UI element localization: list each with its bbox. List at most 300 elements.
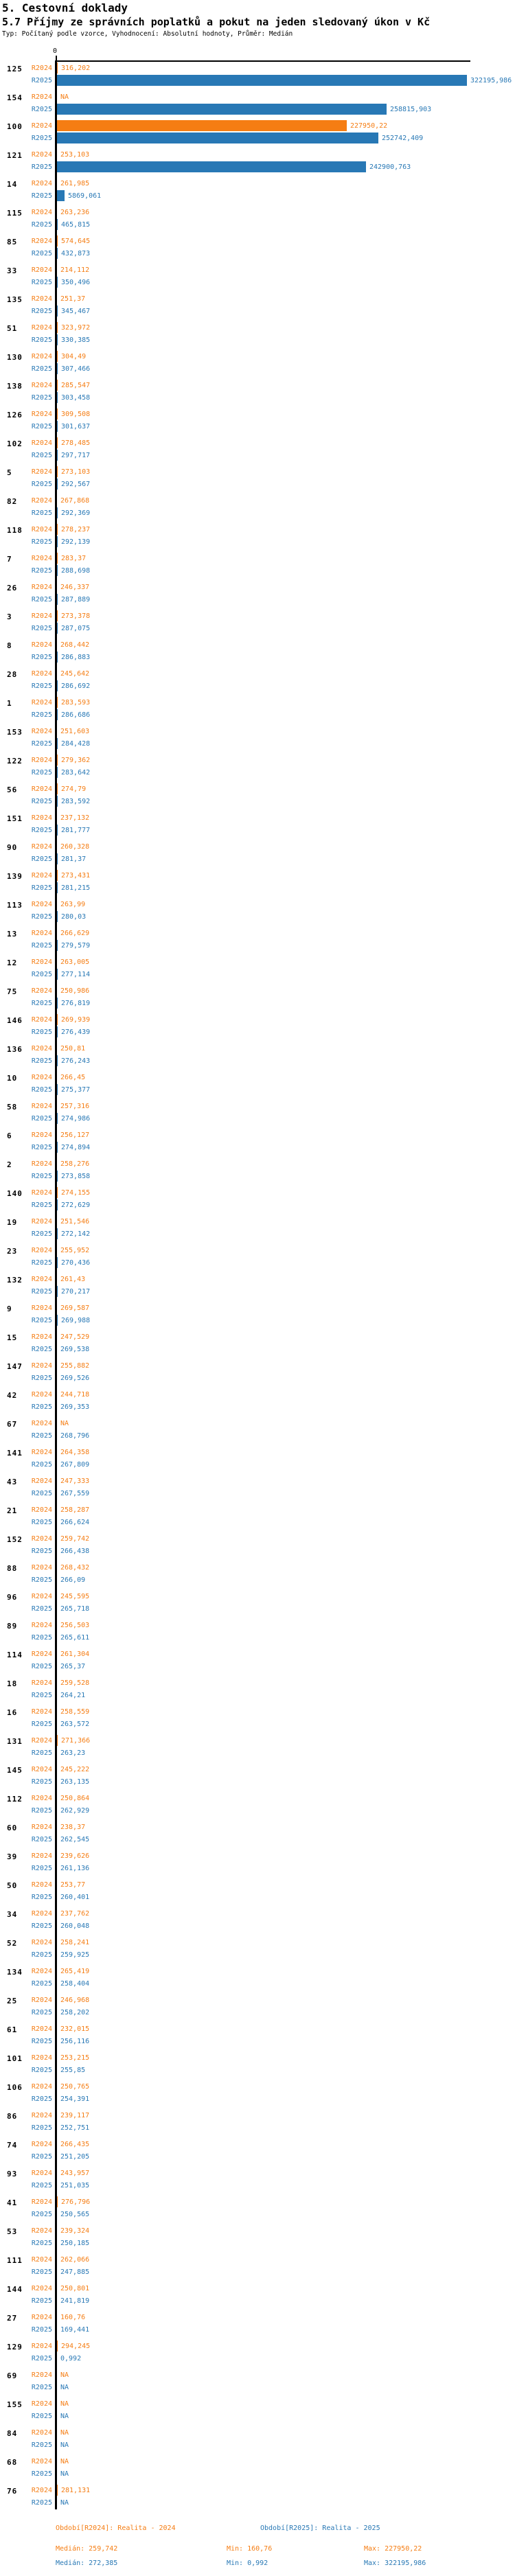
series-label-r2024: R2024: [31, 1795, 52, 1802]
row-id: 153: [7, 728, 23, 737]
value-r2025: 350,496: [61, 279, 91, 286]
series-label-r2024: R2024: [31, 785, 52, 793]
bar-r2024: [57, 409, 58, 419]
value-r2024: 269,587: [60, 1304, 90, 1312]
value-r2025: 283,592: [61, 798, 91, 805]
series-label-r2025: R2025: [31, 2384, 52, 2391]
series-label-r2025: R2025: [31, 192, 52, 200]
series-label-r2025: R2025: [31, 1490, 52, 1497]
row-id: 27: [7, 2314, 18, 2323]
legend-r2025: Období[R2025]: Realita - 2025: [260, 2525, 380, 2532]
legend-r2024: Období[R2024]: Realita - 2024: [56, 2525, 176, 2532]
series-label-r2025: R2025: [31, 567, 52, 575]
page-title: 5. Cestovní doklady: [2, 1, 128, 14]
value-r2025: 292,369: [61, 509, 91, 517]
row-id: 82: [7, 497, 18, 506]
series-label-r2024: R2024: [31, 1939, 52, 1946]
series-label-r2024: R2024: [31, 2141, 52, 2148]
value-r2024: 258,559: [60, 1708, 90, 1716]
series-label-r2025: R2025: [31, 942, 52, 950]
value-r2025: NA: [60, 2499, 69, 2507]
row-id: 69: [7, 2371, 18, 2380]
row-id: 100: [7, 122, 23, 131]
value-r2025: 274,986: [61, 1115, 91, 1123]
value-r2024: 250,81: [60, 1045, 86, 1053]
value-r2024: 268,442: [60, 641, 90, 649]
value-r2024: 250,864: [60, 1795, 90, 1802]
value-r2025: 270,436: [61, 1259, 91, 1267]
value-r2025: 263,135: [60, 1778, 90, 1786]
value-r2025: 262,929: [60, 1807, 90, 1815]
value-r2025: 287,075: [61, 625, 91, 632]
series-label-r2024: R2024: [31, 1679, 52, 1687]
row-id: 129: [7, 2343, 23, 2351]
series-label-r2025: R2025: [31, 625, 52, 632]
value-r2025: 272,629: [61, 1201, 91, 1209]
series-label-r2024: R2024: [31, 324, 52, 332]
value-r2024: 274,155: [61, 1189, 91, 1197]
series-label-r2025: R2025: [31, 77, 52, 84]
value-r2024: 278,485: [61, 439, 91, 447]
series-label-r2024: R2024: [31, 843, 52, 851]
bar-r2025: [57, 969, 58, 980]
row-id: 113: [7, 901, 23, 910]
bar-r2024: [57, 2341, 58, 2351]
value-r2025: 0,992: [60, 2355, 82, 2362]
value-r2025: 301,637: [61, 423, 91, 430]
row-id: 102: [7, 439, 23, 448]
value-r2024: 276,796: [61, 2198, 91, 2206]
row-id: 145: [7, 1766, 23, 1775]
value-r2025: 279,579: [61, 942, 91, 950]
axis-zero-tick-label: 0: [53, 47, 58, 55]
row-id: 16: [7, 1708, 18, 1717]
series-label-r2025: R2025: [31, 1201, 52, 1209]
series-label-r2025: R2025: [31, 2211, 52, 2218]
value-r2024: NA: [60, 2400, 69, 2408]
row-id: 135: [7, 295, 23, 304]
series-label-r2024: R2024: [31, 2112, 52, 2119]
bar-r2025: [57, 1026, 58, 1037]
row-id: 42: [7, 1391, 18, 1400]
series-label-r2025: R2025: [31, 682, 52, 690]
bar-r2025: [57, 853, 58, 864]
value-r2024: 255,882: [60, 1362, 90, 1370]
value-r2025: 242900,763: [369, 163, 411, 171]
series-label-r2024: R2024: [31, 2458, 52, 2465]
row-id: 68: [7, 2458, 18, 2467]
bar-r2025: [57, 219, 58, 230]
value-r2025: 273,858: [61, 1173, 91, 1180]
row-id: 1: [7, 699, 12, 708]
value-r2025: 287,889: [61, 596, 91, 603]
row-id: 144: [7, 2285, 23, 2294]
series-label-r2024: R2024: [31, 1449, 52, 1456]
series-label-r2025: R2025: [31, 481, 52, 488]
row-id: 33: [7, 266, 18, 275]
value-r2025: 465,815: [61, 221, 91, 229]
series-label-r2025: R2025: [31, 1721, 52, 1728]
value-r2024: 253,103: [60, 151, 90, 159]
series-label-r2024: R2024: [31, 382, 52, 389]
series-label-r2025: R2025: [31, 2355, 52, 2362]
value-r2024: 283,593: [61, 699, 91, 706]
series-label-r2025: R2025: [31, 1749, 52, 1757]
series-label-r2024: R2024: [31, 2083, 52, 2091]
series-label-r2024: R2024: [31, 2198, 52, 2206]
value-r2024: 259,742: [60, 1535, 90, 1543]
row-id: 9: [7, 1304, 12, 1313]
series-label-r2024: R2024: [31, 1910, 52, 1918]
value-r2025: 303,458: [61, 394, 91, 402]
row-id: 76: [7, 2487, 18, 2496]
row-id: 136: [7, 1045, 23, 1054]
value-r2025: 269,538: [60, 1346, 90, 1353]
value-r2025: 266,438: [60, 1548, 90, 1555]
value-r2025: NA: [60, 2384, 69, 2391]
series-label-r2024: R2024: [31, 2371, 52, 2379]
series-label-r2025: R2025: [31, 1346, 52, 1353]
series-label-r2025: R2025: [31, 1576, 52, 1584]
value-r2025: 247,885: [60, 2268, 90, 2276]
series-label-r2025: R2025: [31, 250, 52, 257]
series-label-r2025: R2025: [31, 1692, 52, 1699]
series-label-r2025: R2025: [31, 1028, 52, 1036]
series-label-r2024: R2024: [31, 1247, 52, 1254]
bar-r2024: [57, 351, 58, 362]
value-r2025: 345,467: [61, 308, 91, 315]
value-r2024: 255,952: [60, 1247, 90, 1254]
row-id: 132: [7, 1276, 23, 1285]
series-label-r2024: R2024: [31, 1968, 52, 1975]
series-label-r2024: R2024: [31, 2429, 52, 2437]
value-r2025: 259,925: [60, 1951, 90, 1959]
series-label-r2025: R2025: [31, 2441, 52, 2449]
value-r2025: 276,243: [61, 1057, 91, 1065]
row-id: 155: [7, 2400, 23, 2409]
value-r2025: 250,185: [60, 2240, 90, 2247]
value-r2024: 214,112: [60, 266, 90, 274]
value-r2025: 265,611: [60, 1634, 90, 1642]
row-id: 8: [7, 641, 12, 650]
row-id: 18: [7, 1679, 18, 1688]
bar-r2024: [57, 1735, 58, 1746]
series-label-r2024: R2024: [31, 2400, 52, 2408]
series-label-r2025: R2025: [31, 798, 52, 805]
row-id: 93: [7, 2170, 18, 2178]
row-id: 3: [7, 612, 12, 621]
bar-r2025: [57, 104, 387, 115]
row-id: 90: [7, 843, 18, 852]
row-id: 152: [7, 1535, 23, 1544]
bar-r2024: [57, 610, 58, 621]
value-r2025: 252742,409: [382, 135, 424, 142]
series-label-r2025: R2025: [31, 1951, 52, 1959]
series-label-r2025: R2025: [31, 769, 52, 777]
row-id: 138: [7, 382, 23, 391]
row-id: 14: [7, 180, 18, 189]
value-r2025: 169,441: [60, 2326, 90, 2334]
row-id: 21: [7, 1506, 18, 1515]
value-r2024: 323,972: [61, 324, 91, 332]
series-label-r2025: R2025: [31, 365, 52, 373]
value-r2025: 280,03: [61, 913, 87, 921]
series-label-r2025: R2025: [31, 711, 52, 719]
value-r2024: 309,508: [61, 411, 91, 418]
value-r2024: 244,718: [60, 1391, 90, 1399]
value-r2025: 5869,061: [68, 192, 102, 200]
row-id: 111: [7, 2256, 23, 2265]
bar-r2025: [57, 421, 58, 432]
value-r2025: 251,205: [60, 2153, 90, 2161]
value-r2025: 276,439: [61, 1028, 91, 1036]
series-label-r2025: R2025: [31, 1980, 52, 1988]
value-r2024: 283,37: [61, 555, 87, 562]
value-r2024: 247,529: [60, 1333, 90, 1341]
row-id: 121: [7, 151, 23, 160]
series-label-r2024: R2024: [31, 1074, 52, 1081]
series-label-r2024: R2024: [31, 1131, 52, 1139]
series-label-r2025: R2025: [31, 1375, 52, 1382]
value-r2025: 266,09: [60, 1576, 86, 1584]
value-r2024: 257,316: [60, 1103, 90, 1110]
series-label-r2024: R2024: [31, 151, 52, 159]
series-label-r2025: R2025: [31, 452, 52, 459]
bar-r2025: [57, 709, 58, 720]
series-label-r2025: R2025: [31, 1922, 52, 1930]
row-id: 7: [7, 555, 12, 564]
row-id: 2: [7, 1160, 12, 1169]
value-r2024: 304,49: [61, 353, 87, 360]
value-r2024: 245,642: [60, 670, 90, 678]
series-label-r2024: R2024: [31, 1737, 52, 1745]
row-id: 89: [7, 1622, 18, 1631]
value-r2024: 279,362: [61, 757, 91, 764]
value-r2025: 250,565: [60, 2211, 90, 2218]
value-r2024: 271,366: [61, 1737, 91, 1745]
bar-r2024: [57, 120, 347, 131]
series-label-r2024: R2024: [31, 353, 52, 360]
series-label-r2024: R2024: [31, 670, 52, 678]
series-label-r2025: R2025: [31, 855, 52, 863]
value-r2024: 278,237: [61, 526, 91, 533]
series-label-r2024: R2024: [31, 987, 52, 995]
value-r2024: 239,117: [60, 2112, 90, 2119]
value-r2024: 263,99: [60, 901, 86, 908]
value-r2025: 275,377: [61, 1086, 91, 1094]
row-id: 51: [7, 324, 18, 333]
series-label-r2024: R2024: [31, 2487, 52, 2494]
series-label-r2024: R2024: [31, 468, 52, 476]
row-id: 43: [7, 1477, 18, 1486]
value-r2024: NA: [60, 1420, 69, 1427]
value-r2024: 237,132: [60, 814, 90, 822]
series-label-r2024: R2024: [31, 584, 52, 591]
bar-r2024: [57, 755, 58, 766]
value-r2025: 254,391: [60, 2095, 90, 2103]
value-r2025: 270,217: [61, 1288, 91, 1296]
bar-r2024: [57, 1187, 58, 1198]
value-r2024: 574,645: [61, 238, 91, 245]
value-r2025: 269,353: [60, 1403, 90, 1411]
value-r2024: 264,358: [60, 1449, 90, 1456]
value-r2024: 239,626: [60, 1852, 90, 1860]
value-r2025: 322195,986: [470, 77, 512, 84]
bar-r2025: [57, 738, 58, 749]
value-r2025: 265,37: [60, 1663, 86, 1670]
series-label-r2024: R2024: [31, 1997, 52, 2004]
series-label-r2025: R2025: [31, 740, 52, 748]
value-r2025: 286,692: [61, 682, 91, 690]
bar-r2024: [57, 1014, 58, 1025]
series-label-r2025: R2025: [31, 106, 52, 113]
bar-r2025: [57, 306, 58, 317]
row-id: 58: [7, 1103, 18, 1112]
value-r2025: 258,404: [60, 1980, 90, 1988]
series-label-r2024: R2024: [31, 1304, 52, 1312]
value-r2024: 265,419: [60, 1968, 90, 1975]
value-r2024: 250,765: [60, 2083, 90, 2091]
series-label-r2025: R2025: [31, 1288, 52, 1296]
value-r2025: 277,114: [61, 971, 91, 978]
value-r2024: 258,241: [60, 1939, 90, 1946]
row-id: 140: [7, 1189, 23, 1198]
series-label-r2025: R2025: [31, 2326, 52, 2334]
series-label-r2025: R2025: [31, 2268, 52, 2276]
series-label-r2024: R2024: [31, 612, 52, 620]
value-r2024: 237,762: [60, 1910, 90, 1918]
bar-r2025: [57, 940, 58, 951]
value-r2025: 283,642: [61, 769, 91, 777]
value-r2024: 274,79: [61, 785, 87, 793]
bar-r2025: [57, 998, 58, 1009]
value-r2024: 160,76: [60, 2314, 86, 2321]
value-r2025: 284,428: [61, 740, 91, 748]
value-r2024: 266,435: [60, 2141, 90, 2148]
row-id: 23: [7, 1247, 18, 1256]
series-label-r2025: R2025: [31, 1403, 52, 1411]
series-label-r2024: R2024: [31, 814, 52, 822]
value-r2024: NA: [60, 2458, 69, 2465]
series-label-r2024: R2024: [31, 641, 52, 649]
bar-r2024: [57, 870, 58, 881]
value-r2024: 261,43: [60, 1276, 86, 1283]
series-label-r2025: R2025: [31, 1778, 52, 1786]
series-label-r2025: R2025: [31, 827, 52, 834]
value-r2024: 261,985: [60, 180, 90, 187]
series-label-r2025: R2025: [31, 163, 52, 171]
bar-r2025: [57, 882, 58, 893]
series-label-r2024: R2024: [31, 65, 52, 72]
series-label-r2025: R2025: [31, 1865, 52, 1872]
value-r2025: 264,21: [60, 1692, 86, 1699]
series-label-r2025: R2025: [31, 884, 52, 892]
series-label-r2025: R2025: [31, 1317, 52, 1324]
row-id: 115: [7, 209, 23, 218]
bar-r2025: [57, 248, 58, 259]
value-r2024: 273,103: [61, 468, 91, 476]
series-label-r2025: R2025: [31, 596, 52, 603]
stat-max-2024: Max: 227950,22: [364, 2545, 422, 2553]
series-label-r2024: R2024: [31, 1420, 52, 1427]
series-label-r2024: R2024: [31, 1881, 52, 1889]
series-label-r2025: R2025: [31, 1519, 52, 1526]
series-label-r2024: R2024: [31, 2054, 52, 2062]
series-label-r2024: R2024: [31, 122, 52, 130]
series-label-r2025: R2025: [31, 1259, 52, 1267]
row-id: 34: [7, 1910, 18, 1919]
series-label-r2024: R2024: [31, 757, 52, 764]
bar-r2025: [57, 1084, 58, 1095]
value-r2024: 250,986: [60, 987, 90, 995]
value-r2025: 255,85: [60, 2067, 86, 2074]
value-r2025: 241,819: [60, 2297, 90, 2305]
bar-r2024: [57, 697, 58, 708]
series-label-r2025: R2025: [31, 1230, 52, 1238]
series-label-r2024: R2024: [31, 180, 52, 187]
series-label-r2025: R2025: [31, 538, 52, 546]
row-id: 101: [7, 2054, 23, 2063]
bar-r2024: [57, 466, 58, 477]
value-r2025: 292,567: [61, 481, 91, 488]
value-r2024: 316,202: [61, 65, 91, 72]
row-id: 151: [7, 814, 23, 823]
row-id: 39: [7, 1852, 18, 1861]
stat-min-2025: Min: 0,992: [227, 2560, 268, 2567]
series-label-r2024: R2024: [31, 1391, 52, 1399]
bar-r2025: [57, 911, 58, 922]
stat-median-2024: Medián: 259,742: [56, 2545, 118, 2553]
series-label-r2025: R2025: [31, 1836, 52, 1843]
value-r2024: 266,629: [60, 930, 90, 937]
bar-r2025: [57, 594, 58, 605]
series-label-r2024: R2024: [31, 1708, 52, 1716]
value-r2025: 263,23: [60, 1749, 86, 1757]
axis-tick-mark: [56, 56, 57, 60]
axis-top-line: [55, 60, 470, 62]
value-r2024: 260,328: [60, 843, 90, 851]
series-label-r2025: R2025: [31, 2413, 52, 2420]
series-label-r2024: R2024: [31, 439, 52, 447]
series-label-r2025: R2025: [31, 1634, 52, 1642]
series-label-r2024: R2024: [31, 728, 52, 735]
value-r2025: 330,385: [61, 336, 91, 344]
series-label-r2025: R2025: [31, 1173, 52, 1180]
series-label-r2024: R2024: [31, 2170, 52, 2177]
bar-r2025: [57, 1315, 58, 1326]
value-r2025: NA: [60, 2470, 69, 2478]
bar-r2024: [57, 783, 58, 794]
series-label-r2024: R2024: [31, 1824, 52, 1831]
value-r2025: 269,526: [60, 1375, 90, 1382]
row-id: 154: [7, 93, 23, 102]
series-label-r2025: R2025: [31, 336, 52, 344]
bar-r2025: [57, 1228, 58, 1239]
value-r2025: 281,37: [61, 855, 87, 863]
row-id: 50: [7, 1881, 18, 1890]
value-r2025: 269,988: [61, 1317, 91, 1324]
value-r2024: 273,431: [61, 872, 91, 879]
value-r2024: 269,939: [61, 1016, 91, 1024]
series-label-r2024: R2024: [31, 2314, 52, 2321]
bar-r2024: [57, 2196, 58, 2207]
series-label-r2024: R2024: [31, 497, 52, 505]
value-r2024: 281,131: [61, 2487, 91, 2494]
bar-r2025: [57, 767, 58, 778]
series-label-r2024: R2024: [31, 1477, 52, 1485]
row-id: 147: [7, 1362, 23, 1371]
value-r2024: 263,005: [60, 958, 90, 966]
